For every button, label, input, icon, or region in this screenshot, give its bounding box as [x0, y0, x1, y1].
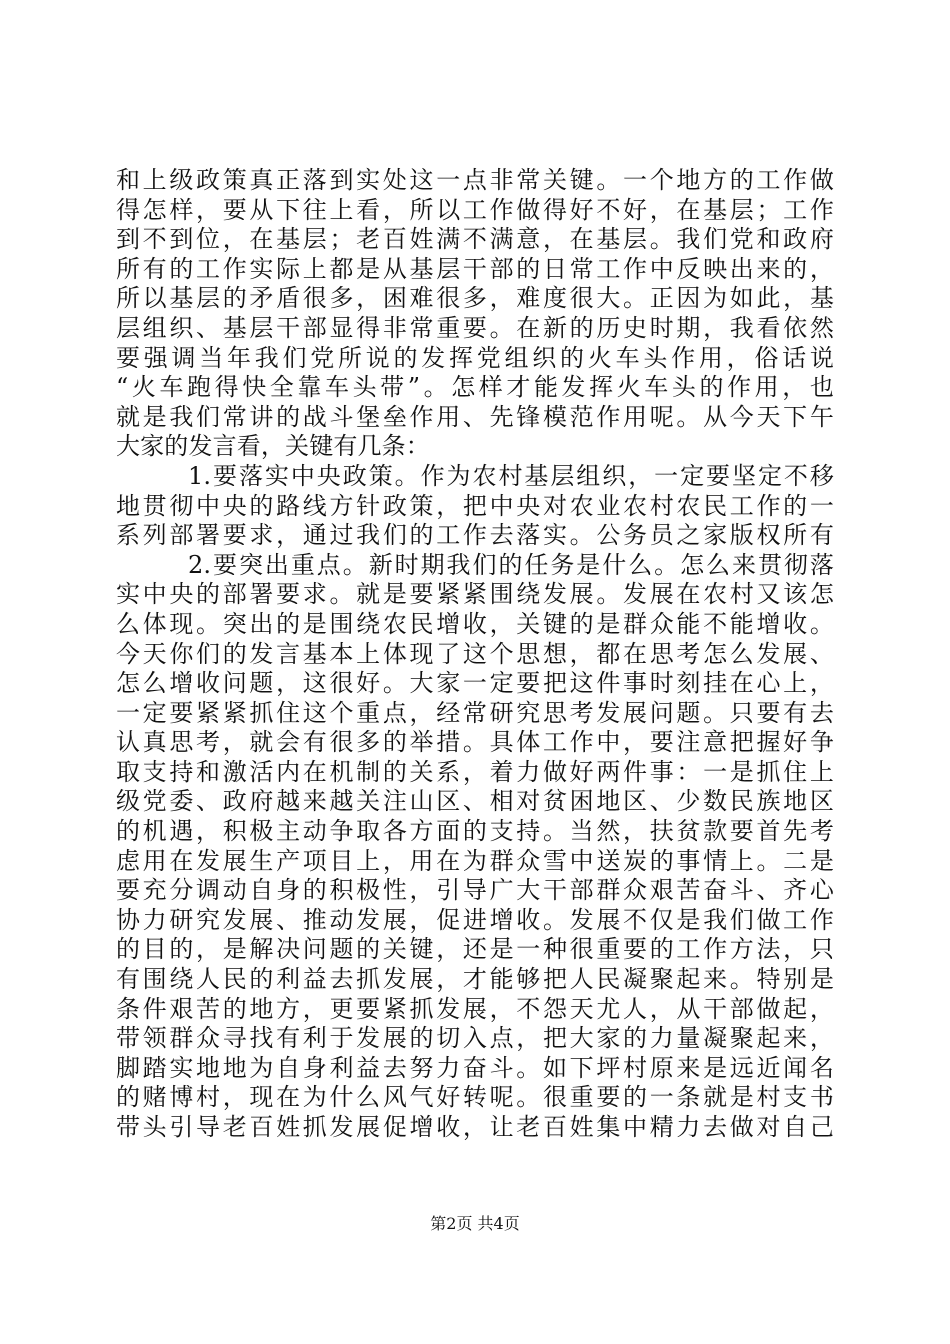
text-line: 就是我们常讲的战斗堡垒作用、先锋模范作用呢。从今天下午 — [116, 402, 834, 431]
text-line: “火车跑得快全靠车头带”。怎样才能发挥火车头的作用，也 — [116, 373, 834, 402]
text-line: 大家的发言看，关键有几条： — [116, 432, 430, 461]
text-line: 所以基层的矛盾很多，困难很多，难度很大。正因为如此，基 — [116, 284, 834, 313]
text-line: 1.要落实中央政策。作为农村基层组织，一定要坚定不移 — [188, 461, 834, 490]
text-line: 级党委、政府越来越关注山区、相对贫困地区、少数民族地区 — [116, 787, 834, 816]
text-line: 的机遇，积极主动争取各方面的支持。当然，扶贫款要首先考 — [116, 817, 834, 846]
text-line: 怎么增收问题，这很好。大家一定要把这件事时刻挂在心上， — [116, 669, 834, 698]
text-line: 认真思考，就会有很多的举措。具体工作中，要注意把握好争 — [116, 728, 834, 757]
text-line: 有围绕人民的利益去抓发展，才能够把人民凝聚起来。特别是 — [116, 965, 834, 994]
text-line: 脚踏实地地为自身利益去努力奋斗。如下坪村原来是远近闻名 — [116, 1053, 834, 1082]
text-line: 协力研究发展、推动发展，促进增收。发展不仅是我们做工作 — [116, 905, 834, 934]
text-line: 要充分调动自身的积极性，引导广大干部群众艰苦奋斗、齐心 — [116, 876, 834, 905]
text-line: 的赌博村，现在为什么风气好转呢。很重要的一条就是村支书 — [116, 1083, 834, 1112]
text-line: 条件艰苦的地方，更要紧抓发展，不怨天尤人，从干部做起， — [116, 994, 834, 1023]
text-line: 取支持和激活内在机制的关系，着力做好两件事：一是抓住上 — [116, 757, 834, 786]
text-line: 地贯彻中央的路线方针政策，把中央对农业农村农民工作的一 — [116, 491, 834, 520]
text-line: 带头引导老百姓抓发展促增收，让老百姓集中精力去做对自己 — [116, 1113, 834, 1141]
text-line: 虑用在发展生产项目上，用在为群众雪中送炭的事情上。二是 — [116, 846, 834, 875]
text-line: 带领群众寻找有利于发展的切入点，把大家的力量凝聚起来， — [116, 1024, 834, 1053]
text-line: 实中央的部署要求。就是要紧紧围绕发展。发展在农村又该怎 — [116, 580, 834, 609]
text-line: 到不到位，在基层；老百姓满不满意，在基层。我们党和政府 — [116, 225, 834, 254]
text-line: 2.要突出重点。新时期我们的任务是什么。怎么来贯彻落 — [188, 550, 834, 579]
text-line: 一定要紧紧抓住这个重点，经常研究思考发展问题。只要有去 — [116, 698, 834, 727]
text-line: 得怎样，要从下往上看，所以工作做得好不好，在基层；工作 — [116, 195, 834, 224]
text-line: 的目的，是解决问题的关键，还是一种很重要的工作方法，只 — [116, 935, 834, 964]
text-line: 系列部署要求，通过我们的工作去落实。公务员之家版权所有 — [116, 521, 834, 550]
page-number-footer: 第2页 共4页 — [430, 1214, 520, 1233]
text-line: 层组织、基层干部显得非常重要。在新的历史时期，我看依然 — [116, 313, 834, 342]
text-line: 今天你们的发言基本上体现了这个思想，都在思考怎么发展、 — [116, 639, 834, 668]
text-line: 所有的工作实际上都是从基层干部的日常工作中反映出来的， — [116, 254, 834, 283]
text-line: 和上级政策真正落到实处这一点非常关键。一个地方的工作做 — [116, 166, 834, 194]
text-line: 么体现。突出的是围绕农民增收，关键的是群众能不能增收。 — [116, 609, 834, 638]
body-text — [116, 166, 834, 1143]
text-line: 要强调当年我们党所说的发挥党组织的火车头作用，俗话说 — [116, 343, 834, 372]
